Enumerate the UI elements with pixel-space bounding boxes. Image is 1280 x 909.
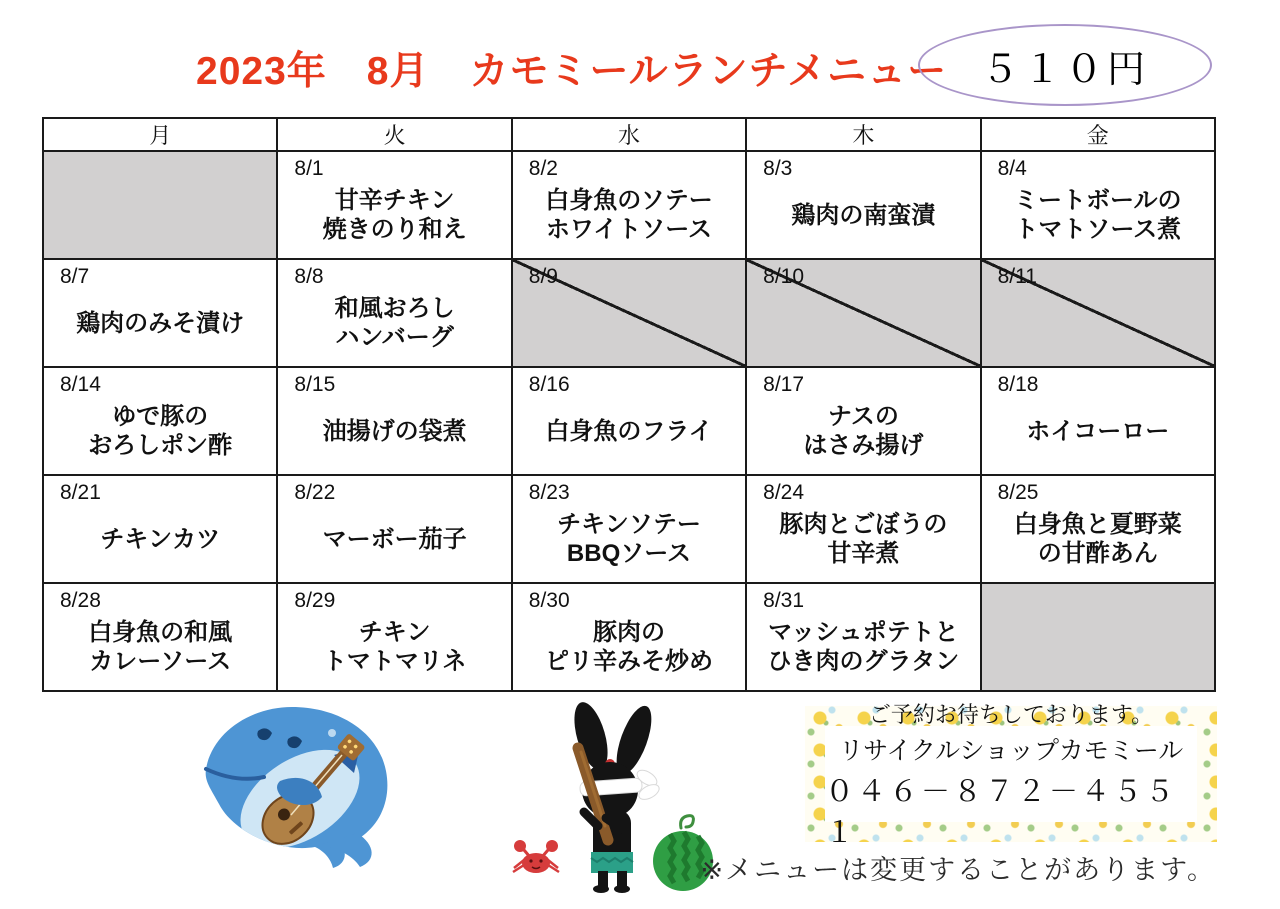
calendar-cell	[277, 259, 511, 367]
weekday-header-tue: 火	[277, 118, 511, 151]
cell-menu: 鶏肉の南蛮漬	[791, 201, 936, 229]
cell-date: 8/22	[294, 481, 336, 504]
weekday-header-thu: 木	[746, 118, 980, 151]
cell-menu: 豚肉の ピリ辛みそ炒め	[544, 619, 713, 675]
reservation-message: ご予約お待ちしております。	[868, 701, 1154, 727]
cell-menu: チキンソテー BBQソース	[557, 511, 701, 567]
calendar-cell	[746, 475, 980, 583]
cell-date: 8/18	[997, 373, 1039, 396]
cell-date: 8/14	[60, 373, 101, 396]
cell-menu: チキン トマトマリネ	[322, 619, 467, 675]
week-row-2	[43, 259, 1215, 367]
cell-date: 8/16	[528, 373, 570, 396]
calendar-cell	[277, 151, 511, 259]
price-text: ５１０円	[980, 48, 1149, 91]
calendar-cell	[43, 583, 277, 691]
dolphin-ukulele-icon	[192, 697, 424, 869]
cell-date: 8/9	[528, 265, 558, 288]
rabbit-suikawari-icon	[498, 700, 723, 895]
weekday-header-fri: 金	[981, 118, 1215, 151]
cell-menu: 白身魚の和風 カレーソース	[88, 619, 233, 675]
cell-date: 8/1	[294, 157, 324, 180]
shop-name: リサイクルショップカモミール	[838, 736, 1184, 765]
cell-menu: マーボー茄子	[322, 525, 467, 553]
calendar-cell	[43, 259, 277, 367]
price-badge	[918, 24, 1212, 106]
calendar-cell	[43, 475, 277, 583]
cell-menu: マッシュポテトと ひき肉のグラタン	[767, 619, 960, 675]
calendar-cell	[981, 475, 1215, 583]
crab-icon	[513, 840, 559, 873]
calendar-cell	[277, 475, 511, 583]
cell-date: 8/25	[997, 481, 1039, 504]
calendar-cell-empty	[981, 583, 1215, 691]
cell-date: 8/2	[528, 157, 558, 180]
cell-menu: 白身魚と夏野菜 の甘酢あん	[1013, 511, 1182, 567]
cell-menu: 豚肉とごぼうの 甘辛煮	[779, 511, 948, 567]
cell-date: 8/21	[60, 481, 101, 504]
rabbit-suikawari-illustration	[498, 700, 723, 900]
week-row-4	[43, 475, 1215, 583]
cell-menu: 和風おろし ハンバーグ	[334, 295, 455, 351]
dolphin-ukulele-illustration	[192, 697, 424, 874]
calendar-cell	[981, 367, 1215, 475]
calendar-cell	[746, 367, 980, 475]
cell-date: 8/24	[763, 481, 805, 504]
calendar-cell	[512, 151, 746, 259]
cell-date: 8/15	[294, 373, 336, 396]
weekday-header-wed: 水	[512, 118, 746, 151]
cell-date: 8/29	[294, 589, 336, 612]
cell-date: 8/10	[763, 265, 805, 288]
calendar-cell-closed	[981, 259, 1215, 367]
calendar-cell	[746, 151, 980, 259]
flyer-header	[0, 0, 1280, 117]
cell-menu: チキンカツ	[100, 525, 221, 553]
cell-date: 8/11	[997, 265, 1037, 288]
calendar-cell	[746, 583, 980, 691]
cell-menu: 白身魚のフライ	[545, 417, 713, 445]
cell-date: 8/8	[294, 265, 324, 288]
calendar-cell-empty	[43, 151, 277, 259]
calendar-cell	[512, 583, 746, 691]
week-row-3	[43, 367, 1215, 475]
cell-menu: 鶏肉のみそ漬け	[76, 309, 245, 337]
cell-menu: ミートボールの トマトソース煮	[1014, 187, 1182, 243]
calendar-cell	[512, 367, 746, 475]
cell-menu: 甘辛チキン 焼きのり和え	[322, 187, 467, 243]
cell-date: 8/3	[763, 157, 793, 180]
cell-date: 8/28	[60, 589, 101, 612]
page-title: 2023年 8月 カモミールランチメニュー	[196, 50, 948, 93]
cell-date: 8/7	[60, 265, 90, 288]
calendar-cell-closed	[746, 259, 980, 367]
cell-menu: ナスの はさみ揚げ	[803, 403, 924, 459]
cell-menu: ゆで豚の おろしポン酢	[88, 403, 233, 459]
week-row-5	[43, 583, 1215, 691]
cell-menu: 白身魚のソテー ホワイトソース	[545, 187, 713, 243]
weekday-header-row	[43, 118, 1215, 151]
reservation-info-box	[805, 701, 1217, 849]
reservation-info-text	[825, 701, 1197, 849]
weekday-header-mon: 月	[43, 118, 277, 151]
calendar-cell	[981, 151, 1215, 259]
calendar-cell	[43, 367, 277, 475]
calendar-cell	[277, 583, 511, 691]
cell-menu: 油揚げの袋煮	[322, 417, 467, 445]
cell-menu: ホイコーロー	[1026, 417, 1170, 445]
week-row-1	[43, 151, 1215, 259]
cell-date: 8/30	[528, 589, 570, 612]
cell-date: 8/4	[997, 157, 1027, 180]
lunch-menu-calendar	[42, 117, 1216, 692]
menu-change-note: ※メニューは変更することがあります。	[700, 855, 1216, 885]
cell-date: 8/17	[763, 373, 805, 396]
calendar-cell	[512, 475, 746, 583]
cell-date: 8/31	[763, 589, 805, 612]
phone-number: ０４６－８７２－４５５１	[825, 775, 1178, 849]
flyer-footer	[0, 692, 1280, 909]
calendar-cell-closed	[512, 259, 746, 367]
cell-date: 8/23	[528, 481, 570, 504]
calendar-cell	[277, 367, 511, 475]
